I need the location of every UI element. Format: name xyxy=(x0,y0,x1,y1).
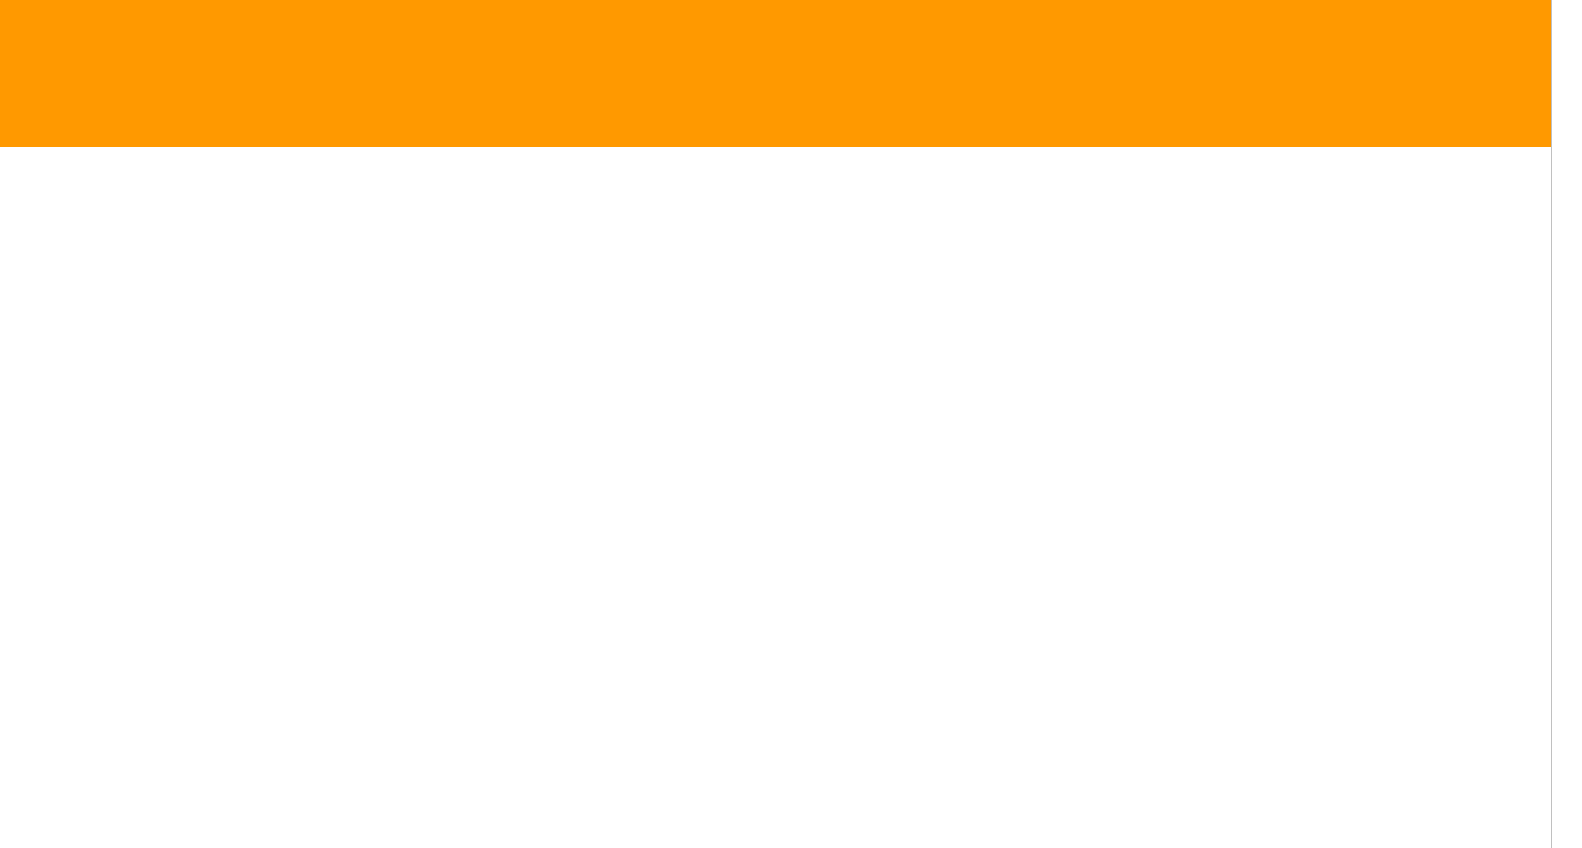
header-row xyxy=(0,0,1551,147)
column-gap xyxy=(1551,0,1582,848)
